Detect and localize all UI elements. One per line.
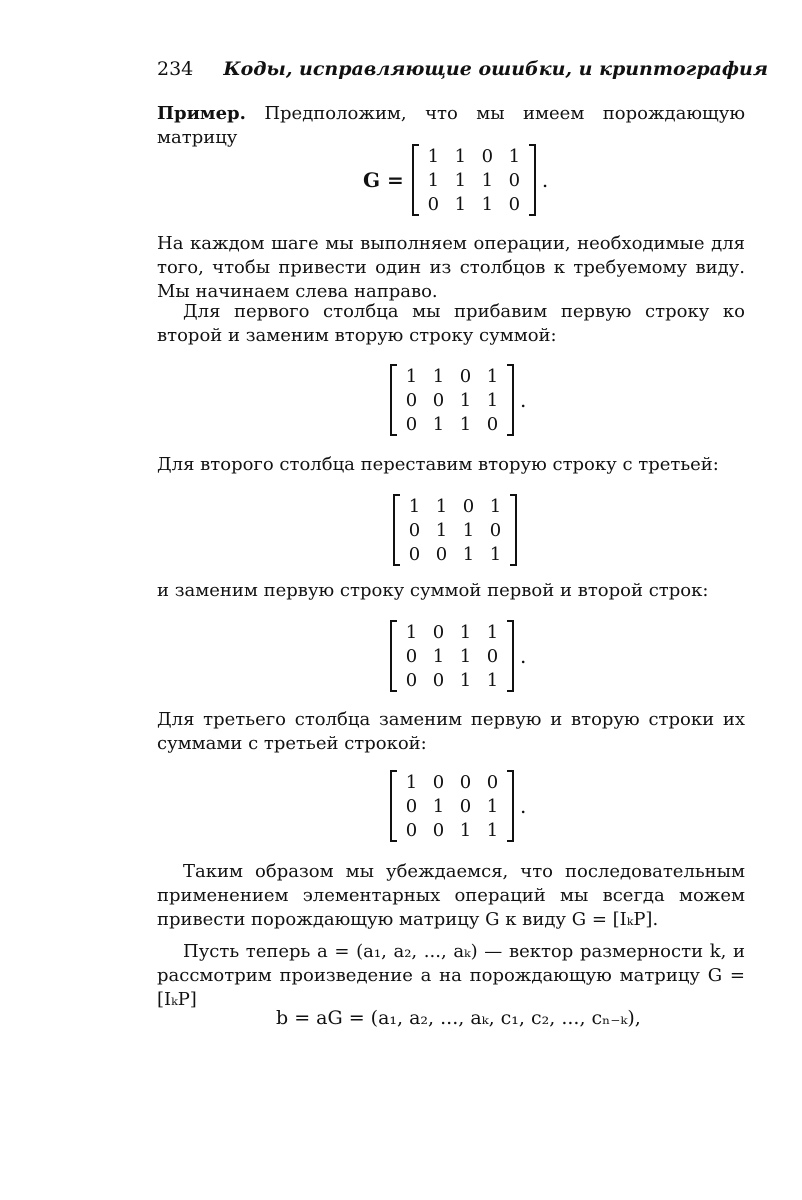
matrix-row — [398, 644, 506, 668]
matrix-cell: 1 — [481, 193, 494, 215]
matrix-cell: 1 — [459, 389, 472, 411]
matrix-cell: 1 — [481, 169, 494, 191]
matrix-cell: 0 — [435, 543, 448, 565]
matrix-row — [398, 364, 506, 388]
matrix-step4-period: . — [520, 794, 527, 818]
matrix-cell: 0 — [432, 669, 445, 691]
matrix-step1 — [390, 364, 514, 436]
matrix-cell: 0 — [408, 543, 421, 565]
matrix-cell: 1 — [486, 819, 499, 841]
page-header — [157, 58, 768, 80]
matrix-cell: 1 — [459, 413, 472, 435]
matrix-step4-block — [390, 770, 526, 842]
matrix-cell: 0 — [432, 819, 445, 841]
matrix-cell: 0 — [459, 795, 472, 817]
matrix-step4 — [390, 770, 514, 842]
paragraph-vector-product: Пусть теперь a = (a₁, a₂, ..., aₖ) — вектор размерности k, и рассмотрим произведение a на порождающую матрицу G = [IₖP] — [157, 941, 745, 1010]
matrix-row — [398, 388, 506, 412]
paragraph-replace-first: и заменим первую строку суммой первой и второй строк: — [157, 580, 709, 601]
matrix-cell: 0 — [432, 621, 445, 643]
matrix-cell: 1 — [454, 193, 467, 215]
matrix-cell: 1 — [459, 621, 472, 643]
matrix-cell: 1 — [508, 145, 521, 167]
matrix-row — [398, 668, 506, 692]
matrix-G-label: G = — [363, 168, 404, 192]
matrix-row — [398, 412, 506, 436]
matrix-step1-period: . — [520, 388, 527, 412]
matrix-cell: 0 — [459, 771, 472, 793]
running-title: Коды, исправляющие ошибки, и криптография — [223, 58, 768, 80]
matrix-cell: 0 — [508, 193, 521, 215]
matrix-G-period: . — [541, 168, 549, 192]
matrix-cell: 1 — [432, 795, 445, 817]
matrix-cell: 0 — [432, 389, 445, 411]
matrix-step1-block — [390, 364, 526, 436]
matrix-cell: 1 — [489, 543, 502, 565]
matrix-cell: 1 — [462, 543, 475, 565]
example-label: Пример. — [157, 103, 246, 124]
matrix-cell: 0 — [405, 389, 418, 411]
matrix-cell: 0 — [405, 795, 418, 817]
matrix-cell: 0 — [508, 169, 521, 191]
matrix-cell: 1 — [454, 169, 467, 191]
matrix-cell: 0 — [405, 413, 418, 435]
matrix-step3-block — [390, 620, 526, 692]
matrix-cell: 1 — [405, 621, 418, 643]
matrix-cell: 0 — [459, 365, 472, 387]
paragraph-second-column: Для второго столбца переставим вторую строку с третьей: — [157, 454, 719, 475]
example-intro-text: Предположим, что мы имеем порождающую матрицу — [157, 103, 745, 148]
page-number: 234 — [157, 58, 194, 80]
matrix-step3-period: . — [520, 644, 527, 668]
paragraph-third-column: Для третьего столбца заменим первую и вторую строки их суммами с третьей строкой: — [157, 709, 745, 754]
matrix-row — [420, 192, 528, 216]
formula-b-equals-aG: b = aG = (a₁, a₂, ..., aₖ, c₁, c₂, ..., cₙ₋ₖ), — [276, 1007, 641, 1029]
matrix-cell: 1 — [405, 365, 418, 387]
matrix-G-block — [363, 144, 548, 216]
matrix-cell: 0 — [486, 645, 499, 667]
matrix-row — [401, 518, 509, 542]
matrix-cell: 1 — [405, 771, 418, 793]
matrix-cell: 1 — [432, 413, 445, 435]
matrix-cell: 0 — [427, 193, 440, 215]
matrix-cell: 1 — [486, 389, 499, 411]
matrix-cell: 1 — [486, 621, 499, 643]
matrix-cell: 0 — [481, 145, 494, 167]
matrix-step3 — [390, 620, 514, 692]
matrix-row — [398, 818, 506, 842]
matrix-step2 — [393, 494, 517, 566]
matrix-cell: 1 — [435, 519, 448, 541]
matrix-row — [398, 770, 506, 794]
matrix-cell: 1 — [427, 145, 440, 167]
matrix-cell: 1 — [408, 495, 421, 517]
matrix-cell: 1 — [432, 645, 445, 667]
matrix-cell: 1 — [486, 669, 499, 691]
matrix-cell: 1 — [435, 495, 448, 517]
matrix-cell: 1 — [459, 669, 472, 691]
matrix-cell: 0 — [462, 495, 475, 517]
matrix-cell: 1 — [489, 495, 502, 517]
matrix-cell: 0 — [405, 645, 418, 667]
matrix-cell: 1 — [486, 795, 499, 817]
paragraph-steps-intro: На каждом шаге мы выполняем операции, необходимые для того, чтобы привести один из столбцов к требуемому виду. Мы начинаем слева направо. — [157, 233, 745, 302]
matrix-step2-block — [393, 494, 517, 566]
matrix-row — [401, 542, 509, 566]
matrix-cell: 0 — [486, 413, 499, 435]
matrix-row — [398, 620, 506, 644]
matrix-cell: 1 — [459, 645, 472, 667]
matrix-cell: 0 — [408, 519, 421, 541]
matrix-cell: 1 — [459, 819, 472, 841]
matrix-cell: 1 — [432, 365, 445, 387]
paragraph-first-column: Для первого столбца мы прибавим первую строку ко второй и заменим вторую строку суммой: — [157, 301, 745, 346]
matrix-cell: 0 — [405, 669, 418, 691]
matrix-cell: 0 — [405, 819, 418, 841]
matrix-row — [401, 494, 509, 518]
matrix-row — [420, 168, 528, 192]
matrix-cell: 1 — [486, 365, 499, 387]
matrix-G — [412, 144, 536, 216]
matrix-row — [398, 794, 506, 818]
paragraph-conclusion: Таким образом мы убеждаемся, что последовательным применением элементарных операций мы всегда можем привести порождающую матрицу G к виду G = [IₖP]. — [157, 861, 745, 930]
matrix-cell: 1 — [454, 145, 467, 167]
matrix-cell: 0 — [486, 771, 499, 793]
matrix-cell: 0 — [489, 519, 502, 541]
paragraph-example-intro — [157, 102, 745, 150]
matrix-row — [420, 144, 528, 168]
matrix-cell: 1 — [462, 519, 475, 541]
matrix-cell: 0 — [432, 771, 445, 793]
matrix-cell: 1 — [427, 169, 440, 191]
